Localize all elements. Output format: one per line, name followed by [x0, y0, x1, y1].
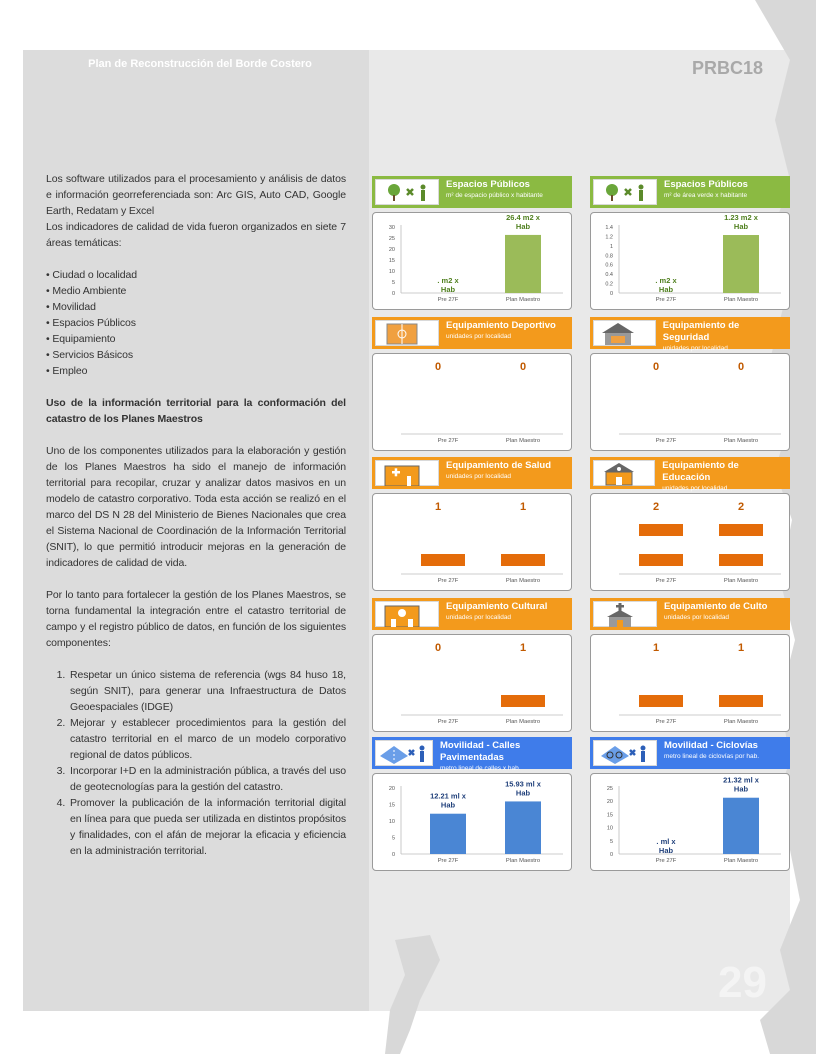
indicator-header: [372, 317, 572, 349]
indicator-chart: [372, 353, 572, 451]
indicator-header: [372, 598, 572, 630]
indicator-subtitle: unidades por localidad: [662, 345, 728, 352]
y-tick-label: 20: [606, 799, 613, 806]
data-label: . m2 x: [437, 276, 459, 285]
indicator-chart: [590, 773, 790, 871]
indicator-header-text: [442, 598, 551, 630]
chart-svg: [591, 354, 788, 447]
x-tick-label: Pre 27F: [437, 297, 459, 303]
bar: [505, 235, 541, 293]
data-label: 0: [652, 361, 660, 373]
indicator-header: [372, 176, 572, 208]
indicator-card: [372, 598, 572, 732]
x-tick-label: Pre 27F: [655, 719, 677, 725]
indicator-chart: [590, 212, 790, 310]
indicator-subtitle: metro lineal de calles x hab.: [440, 765, 521, 772]
data-label: 0: [434, 642, 442, 654]
indicator-title: Espacios Públicos: [664, 179, 748, 190]
indicator-chart: [372, 634, 572, 732]
sports-field-icon: [375, 320, 439, 346]
paragraph-1: Uno de los componentes utilizados para la elaboración y gestión de los Planes Maestros ha sido el manejo de información territorial para recopilar, cruzar y analizar datos masivos en un modelo de catastro corporativo. Toda esta acción se realizó en el marco del DS N 28 del Ministerio de Bienes Nacionales que crea el Sistema Nacional de Coordinación de la Información Territorial (SNIT), lo que permitió introducir mejoras en la generación de indicadores de calidad de vida.: [46, 445, 346, 569]
bar: [639, 695, 683, 707]
y-tick-label: 25: [606, 786, 613, 792]
tree-person-icon: [593, 179, 657, 205]
chart-svg: [373, 774, 570, 867]
indicator-subtitle: m² de área verde x habitante: [664, 192, 748, 199]
data-label: 1: [519, 501, 527, 513]
y-tick-label: 0.8: [605, 253, 613, 260]
indicator-card: [590, 457, 790, 591]
y-tick-label: 0: [391, 852, 395, 858]
data-label: Hab: [733, 784, 749, 794]
x-tick-label: Pre 27F: [437, 719, 459, 725]
component-item: 1. Respetar un único sistema de referencia (wgs 84 huso 18, según SNIT), para generar una Infraestructura de Datos Geoespaciales (IDGE): [68, 667, 346, 715]
data-label: 1: [519, 642, 527, 654]
data-label: Hab: [515, 221, 531, 231]
indicator-title: Equipamiento de Salud: [446, 460, 552, 471]
y-tick-label: 0: [609, 291, 613, 297]
data-label: 2: [652, 501, 660, 513]
indicator-subtitle: unidades por localidad: [446, 614, 512, 621]
indicator-subtitle: unidades por localidad: [446, 473, 512, 480]
data-label: Hab: [658, 285, 674, 294]
indicator-header-text: [660, 598, 771, 630]
thematic-area-item: • Movilidad: [46, 301, 96, 313]
chart-svg: [373, 635, 570, 728]
indicator-card: [372, 317, 572, 451]
indicator-chart: [372, 212, 572, 310]
thematic-area-item: • Espacios Públicos: [46, 317, 136, 329]
indicator-card: [372, 457, 572, 591]
chart-svg: [373, 494, 570, 587]
indicator-subtitle: unidades por localidad: [664, 614, 730, 621]
y-tick-label: 5: [391, 280, 395, 286]
thematic-areas-list: [46, 267, 346, 379]
x-tick-label: Pre 27F: [437, 578, 459, 584]
chart-svg: [591, 213, 788, 306]
x-tick-label: Plan Maestro: [723, 578, 759, 584]
thematic-area-item: • Medio Ambiente: [46, 285, 127, 297]
bar: [719, 554, 763, 566]
indicator-title: Equipamiento Cultural: [446, 601, 548, 612]
data-label: 21.32 ml x: [723, 775, 759, 785]
chart-svg: [591, 494, 788, 587]
chart-svg: [373, 213, 570, 306]
x-tick-label: Pre 27F: [437, 438, 459, 444]
x-tick-label: Plan Maestro: [723, 297, 759, 303]
indicator-title: Movilidad - Calles Pavimentadas: [440, 740, 521, 763]
body-text: [46, 171, 346, 859]
x-tick-label: Pre 27F: [655, 858, 677, 864]
y-tick-label: 30: [388, 225, 395, 231]
data-label: 15.93 ml x: [505, 779, 541, 789]
indicator-header: [372, 737, 572, 772]
x-tick-label: Plan Maestro: [505, 438, 541, 444]
data-label: 2: [737, 501, 745, 513]
intro-paragraph-2: Los indicadores de calidad de vida fueron organizados en siete 7 áreas temáticas:: [46, 221, 346, 249]
data-label: Hab: [658, 846, 674, 855]
bar: [719, 524, 763, 536]
y-tick-label: 0: [391, 291, 395, 297]
x-tick-label: Pre 27F: [655, 438, 677, 444]
intro-paragraph: Los software utilizados para el procesamiento y análisis de datos e información georreferenciada son: Arc GIS, Auto CAD, Google Earth, Redatam y Excel: [46, 173, 346, 217]
y-tick-label: 5: [391, 835, 395, 842]
y-tick-label: 0: [609, 852, 613, 858]
data-label: Hab: [733, 222, 749, 232]
data-label: 1.23 m2 x: [724, 213, 758, 223]
bar: [505, 801, 541, 854]
bar: [421, 554, 465, 566]
cultural-center-icon: [375, 601, 439, 627]
indicator-header-text: [442, 176, 547, 208]
indicator-title: Equipamiento de Seguridad: [662, 320, 740, 343]
y-tick-label: 15: [606, 812, 613, 819]
y-tick-label: 0.6: [605, 262, 613, 269]
y-tick-label: 15: [388, 802, 395, 809]
indicator-card: [590, 598, 790, 732]
thematic-area-item: • Servicios Básicos: [46, 349, 133, 361]
section-subtitle: Uso de la información territorial para la conformación del catastro de los Planes Maestros: [46, 397, 346, 425]
paragraph-2: Por lo tanto para fortalecer la gestión de los Planes Maestros, se torna fundamental la integración entre el catastro territorial de campo y el registro público de datos, en función de los siguientes componentes:: [46, 589, 346, 649]
data-label: 1: [652, 642, 660, 654]
component-item: 2. Mejorar y establecer procedimientos para la gestión del catastro territorial en el marco de un modelo corporativo regional de datos públicos.: [68, 715, 346, 763]
bar: [430, 814, 466, 854]
x-tick-label: Pre 27F: [655, 578, 677, 584]
y-tick-label: 0.4: [605, 272, 613, 279]
indicator-header-text: [436, 737, 572, 772]
y-tick-label: 1: [609, 243, 613, 250]
data-label: 0: [737, 361, 745, 373]
indicator-card: [590, 737, 790, 871]
indicator-chart: [372, 773, 572, 871]
indicator-card: [590, 317, 790, 451]
bicycle-person-icon: [593, 740, 657, 766]
indicator-header-text: [658, 457, 790, 492]
y-tick-label: 0.2: [605, 281, 613, 288]
x-tick-label: Plan Maestro: [505, 719, 541, 725]
bar: [501, 695, 545, 707]
school-icon: [593, 460, 655, 486]
road-person-icon: [375, 740, 433, 766]
component-item: 4. Promover la publicación de la información territorial digital en línea para que pueda ser utilizada en distintos propósitos y finalidades, con el afán de mejorar la eficacia y eficiencia en la administración territorial.: [68, 795, 346, 859]
data-label: 0: [434, 361, 442, 373]
y-tick-label: 20: [388, 786, 395, 792]
indicator-header-text: [442, 317, 560, 349]
document-code: PRBC18: [692, 58, 764, 78]
police-station-icon: [593, 320, 656, 346]
indicator-chart: [590, 634, 790, 732]
y-tick-label: 5: [609, 838, 613, 845]
thematic-area-item: • Empleo: [46, 365, 88, 377]
data-label: 1: [434, 501, 442, 513]
indicator-title: Equipamiento de Culto: [664, 601, 768, 612]
indicator-header-text: [660, 737, 763, 769]
x-tick-label: Plan Maestro: [505, 858, 541, 864]
y-tick-label: 20: [388, 247, 395, 253]
data-label: . ml x: [656, 837, 676, 846]
bar: [723, 798, 759, 854]
component-item: 3. Incorporar I+D en la administración pública, a través del uso de geotecnologías para la gestión del catastro.: [68, 763, 346, 795]
y-tick-label: 10: [388, 269, 395, 275]
data-label: 0: [519, 361, 527, 373]
indicator-subtitle: unidades por localidad: [446, 333, 512, 340]
indicator-title: Equipamiento Deportivo: [446, 320, 556, 331]
x-tick-label: Pre 27F: [655, 297, 677, 303]
x-tick-label: Pre 27F: [437, 858, 459, 864]
bar: [501, 554, 545, 566]
data-label: Hab: [440, 285, 456, 294]
data-label: 26.4 m2 x: [506, 213, 540, 222]
indicator-subtitle: m² de espacio público x habitante: [446, 192, 543, 199]
indicator-header: [590, 737, 790, 769]
bar: [719, 695, 763, 707]
indicator-chart: [372, 493, 572, 591]
components-list: [46, 667, 346, 859]
indicator-card: [590, 176, 790, 310]
x-tick-label: Plan Maestro: [505, 578, 541, 584]
indicator-header: [590, 317, 790, 352]
indicator-header-text: [659, 317, 790, 352]
chart-svg: [591, 774, 788, 867]
indicator-header: [590, 457, 790, 492]
indicator-card: [372, 176, 572, 310]
x-tick-label: Plan Maestro: [505, 297, 541, 303]
indicator-subtitle: unidades por localidad: [662, 485, 728, 492]
data-label: . m2 x: [655, 276, 677, 285]
chart-svg: [373, 354, 570, 447]
indicator-title: Espacios Públicos: [446, 179, 530, 190]
y-tick-label: 25: [388, 236, 395, 242]
y-tick-label: 15: [388, 258, 395, 264]
data-label: Hab: [440, 800, 456, 810]
y-tick-label: 1.2: [605, 234, 613, 241]
indicator-chart: [590, 353, 790, 451]
data-label: 12.21 ml x: [430, 791, 466, 801]
indicator-title: Movilidad - Ciclovías: [664, 740, 758, 751]
x-tick-label: Plan Maestro: [723, 858, 759, 864]
thematic-area-item: • Ciudad o localidad: [46, 269, 137, 281]
bar: [639, 524, 683, 536]
document-header-title: Plan de Reconstrucción del Borde Costero: [88, 58, 312, 70]
bar: [723, 235, 759, 293]
bar: [639, 554, 683, 566]
thematic-area-item: • Equipamiento: [46, 333, 116, 345]
x-tick-label: Plan Maestro: [723, 719, 759, 725]
y-tick-label: 1.4: [605, 225, 613, 231]
indicator-title: Equipamiento de Educación: [662, 460, 739, 483]
data-label: 1: [737, 642, 745, 654]
indicator-header: [590, 598, 790, 630]
y-tick-label: 10: [606, 825, 613, 832]
x-tick-label: Plan Maestro: [723, 438, 759, 444]
data-label: Hab: [515, 788, 531, 798]
indicator-header-text: [442, 457, 555, 489]
y-tick-label: 10: [388, 819, 395, 825]
indicator-header: [372, 457, 572, 489]
church-icon: [593, 601, 657, 627]
page-number: 29: [718, 958, 767, 1007]
indicator-chart: [590, 493, 790, 591]
health-center-icon: [375, 460, 439, 486]
park-person-icon: [375, 179, 439, 205]
indicator-card: [372, 737, 572, 871]
indicator-header-text: [660, 176, 752, 208]
indicator-header: [590, 176, 790, 208]
chart-svg: [591, 635, 788, 728]
indicator-subtitle: metro lineal de ciclovías por hab.: [664, 753, 760, 760]
